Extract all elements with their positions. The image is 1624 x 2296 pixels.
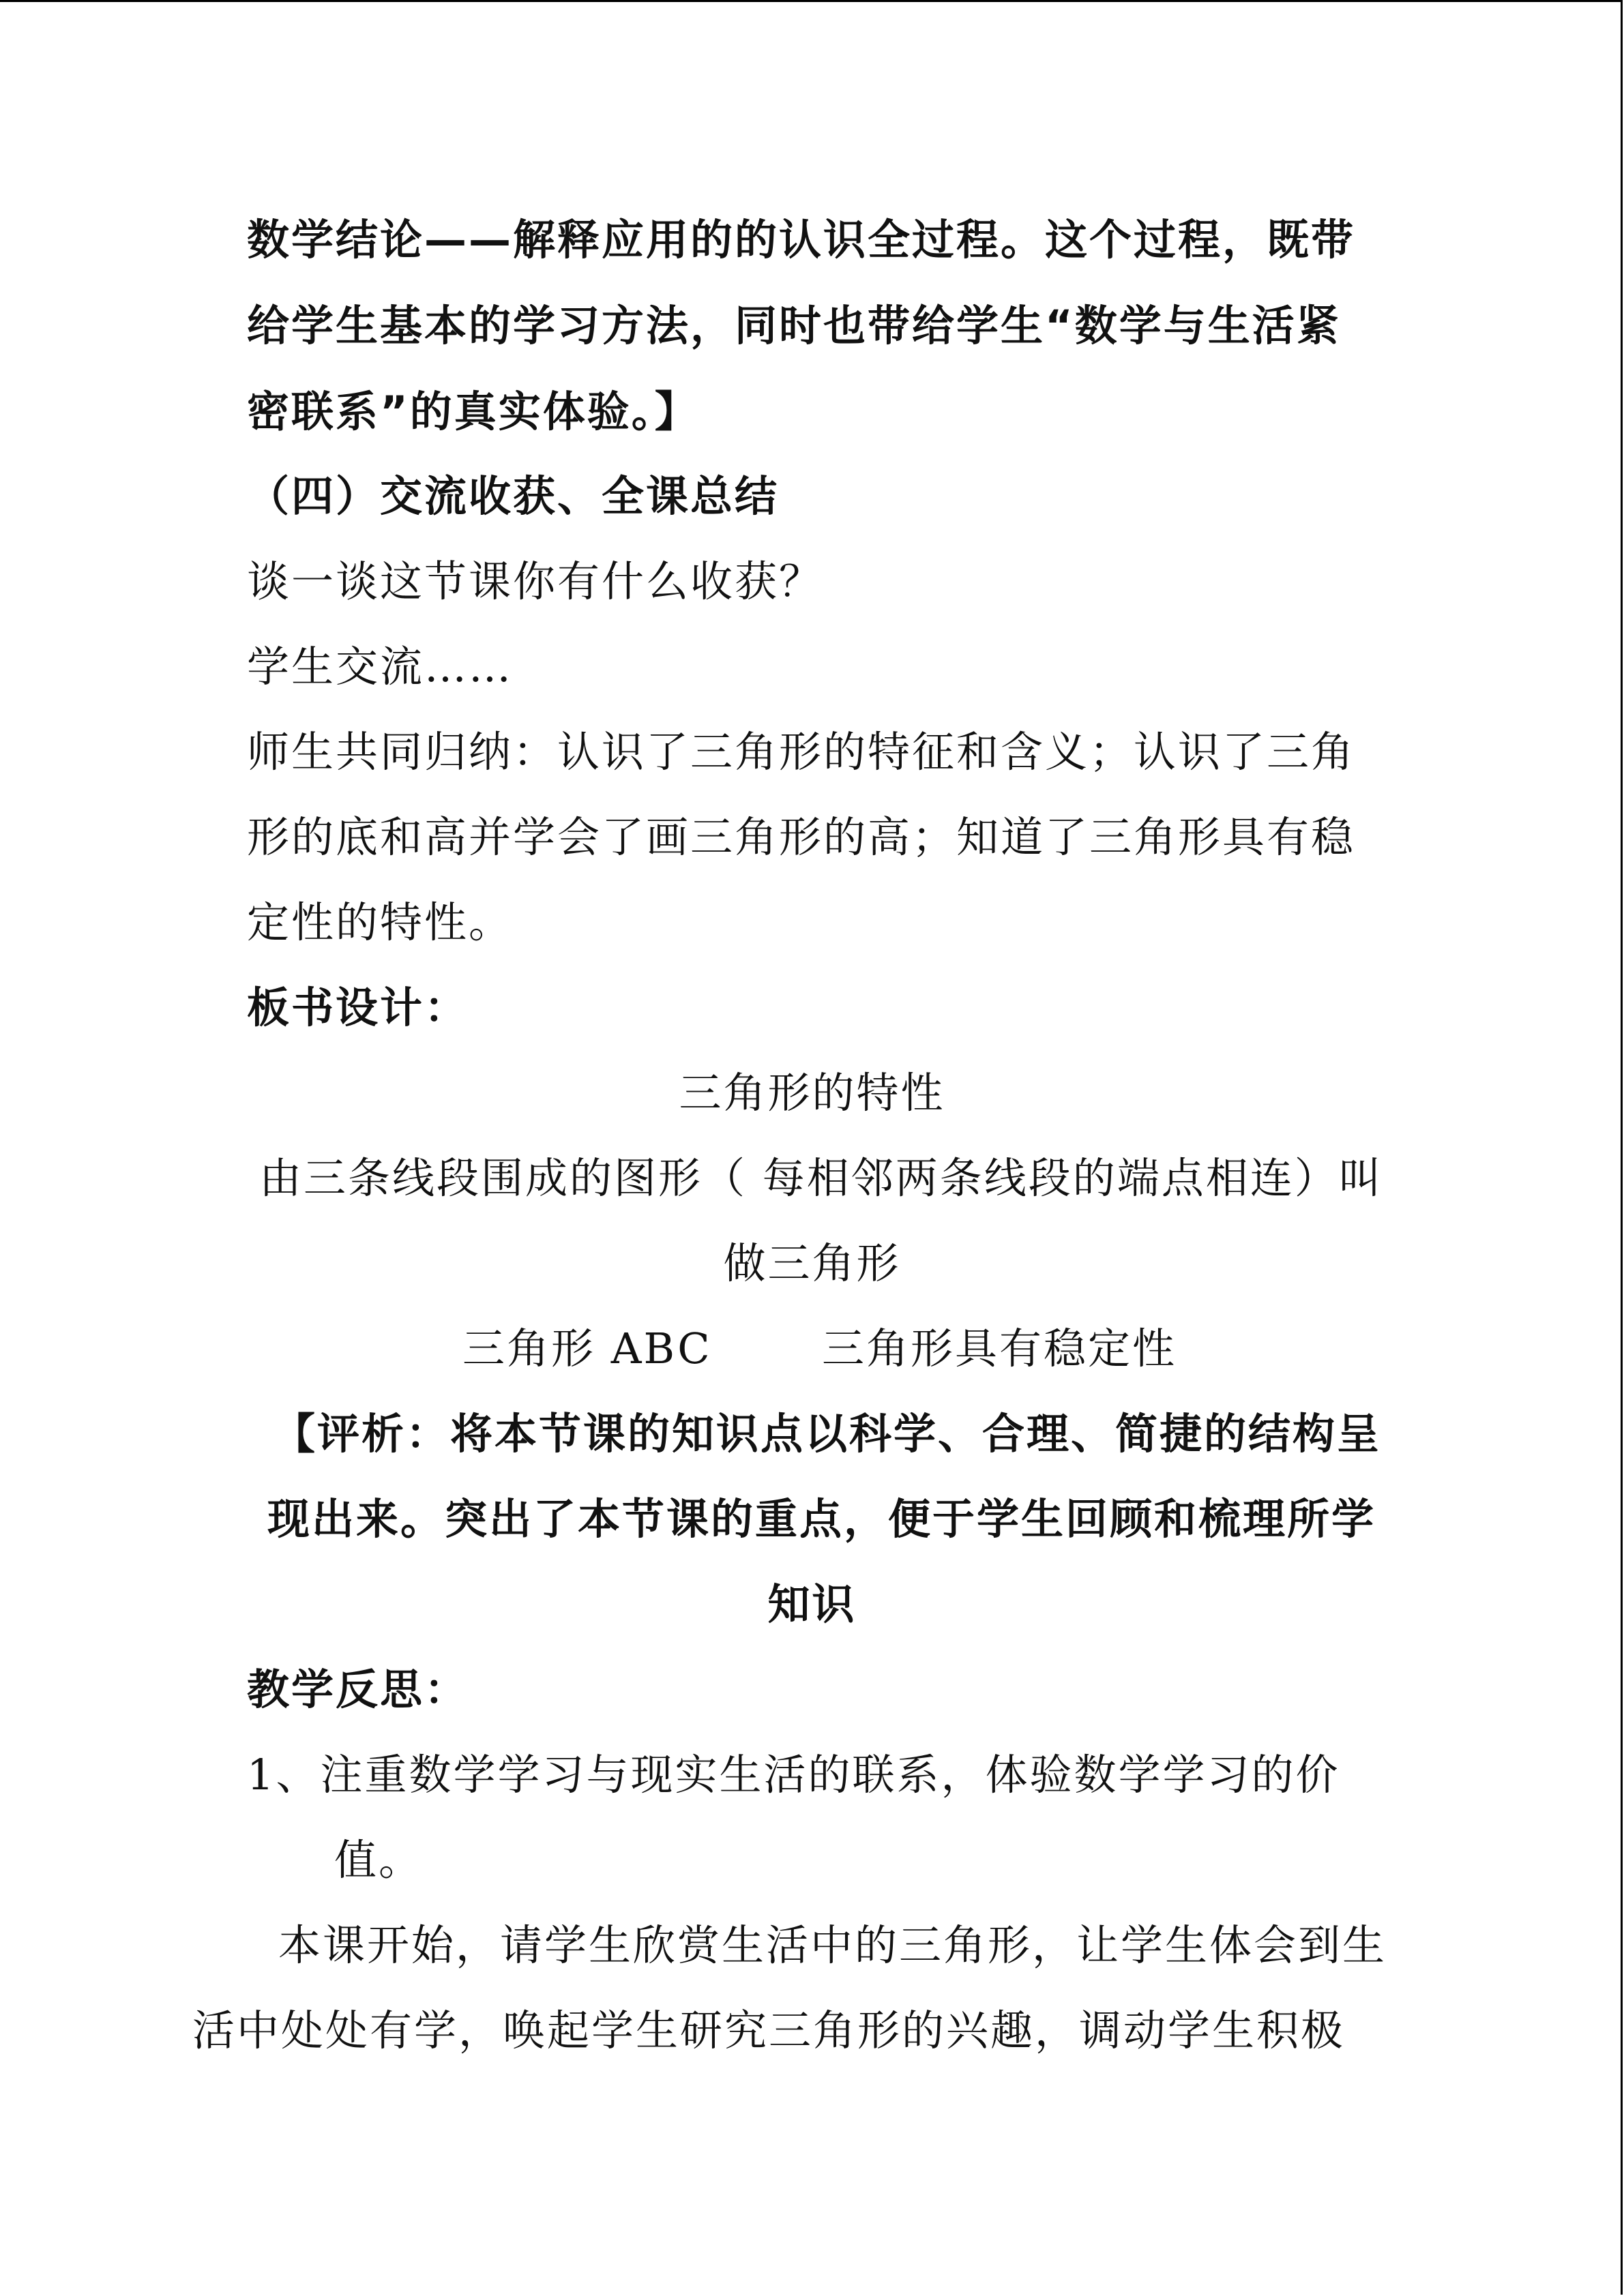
summary-line-3: 定性的特性。 — [247, 897, 514, 947]
section-four-heading: （四）交流收获、全课总结 — [247, 471, 780, 521]
reflection-body-line-2: 活中处处有学，唤起学生研究三角形的兴趣，调动学生积极 — [192, 2006, 1346, 2055]
student-exchange: 学生交流…… — [247, 642, 514, 691]
board-label-abc: 三角形 ABC — [462, 1324, 712, 1373]
analysis-line-2: 现出来。突出了本节课的重点，便于学生回顾和梳理所学 — [267, 1494, 1376, 1544]
summary-line-1: 师生共同归纳：认识了三角形的特征和含义；认识了三角 — [247, 727, 1356, 777]
board-definition-line-2: 做三角形 — [723, 1238, 901, 1288]
analysis-line-3: 知识 — [767, 1579, 857, 1629]
summary-line-2: 形的底和高并学会了画三角形的高；知道了三角形具有稳 — [247, 812, 1356, 862]
board-label-stability: 三角形具有稳定性 — [822, 1324, 1177, 1373]
intro-line-3: 密联系”的真实体验。】 — [247, 387, 699, 436]
section-four-question: 谈一谈这节课你有什么收获？ — [247, 556, 824, 606]
reflection-point1-line-1: 1、注重数学学习与现实生活的联系，体验数学学习的价 — [247, 1750, 1340, 1800]
reflection-point1-line-2: 值。 — [334, 1835, 424, 1885]
reflection-body-line-1: 本课开始，请学生欣赏生活中的三角形，让学生体会到生 — [278, 1920, 1387, 1970]
intro-line-1: 数学结论——解释应用的的认识全过程。这个过程，既带 — [247, 215, 1356, 265]
board-design-heading: 板书设计： — [247, 983, 469, 1032]
intro-line-2: 给学生基本的学习方法，同时也带给学生“数学与生活紧 — [247, 301, 1341, 351]
board-design-title: 三角形的特性 — [679, 1068, 945, 1118]
reflection-heading: 教学反思： — [247, 1665, 469, 1714]
analysis-line-1: 【评析：将本节课的知识点以科学、合理、简捷的结构呈 — [273, 1409, 1382, 1459]
board-definition-line-1: 由三条线段围成的图形（ 每相邻两条线段的端点相连）叫 — [259, 1153, 1383, 1203]
